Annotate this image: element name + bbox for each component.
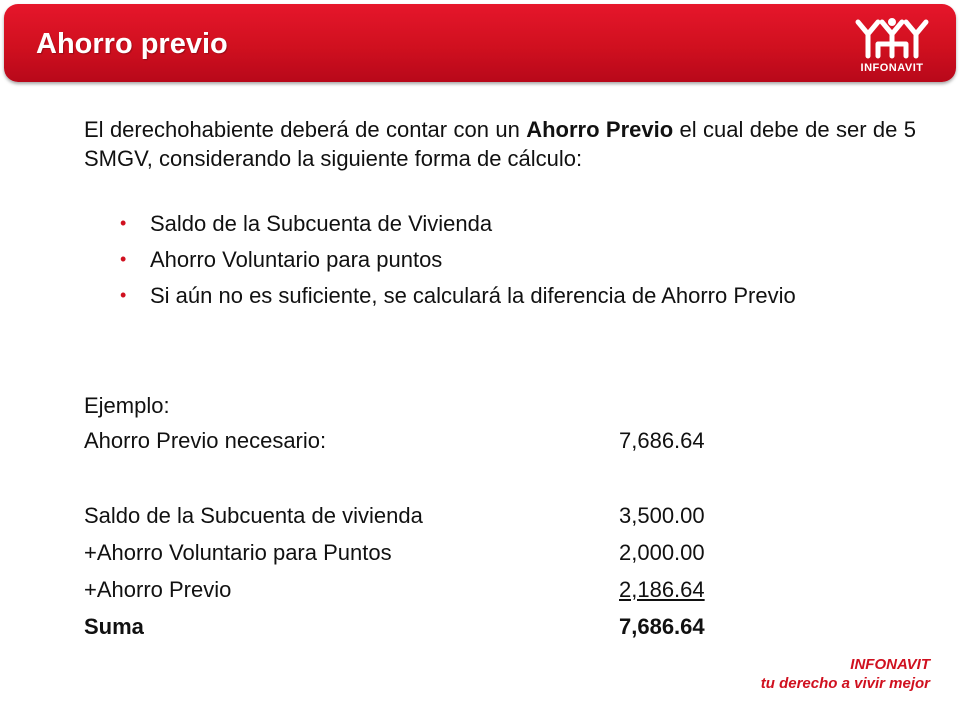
bullet-list	[84, 210, 916, 318]
intro-text-1: El derechohabiente deberá de contar con un	[84, 117, 527, 142]
footer-tagline	[761, 655, 930, 693]
list-item	[84, 282, 916, 309]
list-item	[84, 246, 916, 273]
calc-label: Saldo de la Subcuenta de vivienda	[84, 503, 423, 528]
page-title: Ahorro previo	[36, 28, 228, 60]
calc-label: Ahorro Previo necesario:	[84, 428, 327, 453]
footer-brand: INFONAVIT	[850, 656, 930, 673]
infonavit-logo	[844, 10, 940, 76]
example-label: Ejemplo:	[84, 393, 170, 418]
calc-label: +Ahorro Voluntario para Puntos	[84, 540, 392, 565]
calc-value: 7,686.64	[619, 428, 705, 453]
bullet-text: Saldo de la Subcuenta de Vivienda	[150, 211, 493, 236]
intro-text-2: el cual debe de ser de 5 SMGV, considerando la siguiente forma de cálculo:	[84, 117, 916, 171]
list-item	[84, 210, 916, 237]
bullet-text: Ahorro Voluntario para puntos	[150, 247, 443, 272]
infonavit-logo-icon	[852, 16, 932, 60]
footer-slogan: tu derecho a vivir mejor	[760, 675, 930, 692]
bullet-dot-icon: •	[120, 285, 127, 305]
calc-label: +Ahorro Previo	[84, 577, 232, 602]
calc-row-voluntario	[84, 540, 744, 570]
bullet-dot-icon: •	[120, 213, 127, 233]
intro-bold: Ahorro Previo	[526, 117, 674, 142]
calc-value: 2,000.00	[619, 540, 705, 565]
calc-value: 2,186.64	[619, 577, 705, 602]
title-bar	[4, 4, 956, 82]
calc-row-suma	[84, 614, 744, 644]
calc-value: 3,500.00	[619, 503, 705, 528]
calc-row-saldo	[84, 503, 744, 533]
calc-row-required	[84, 428, 744, 458]
calc-row-ahorro-previo	[84, 577, 744, 607]
calc-value: 7,686.64	[619, 614, 705, 639]
bullet-dot-icon: •	[120, 249, 127, 269]
calc-label: Suma	[84, 614, 144, 639]
bullet-text: Si aún no es suficiente, se calculará la diferencia de Ahorro Previo	[150, 283, 796, 308]
logo-wordmark: INFONAVIT	[860, 62, 924, 74]
intro-paragraph	[84, 115, 916, 173]
